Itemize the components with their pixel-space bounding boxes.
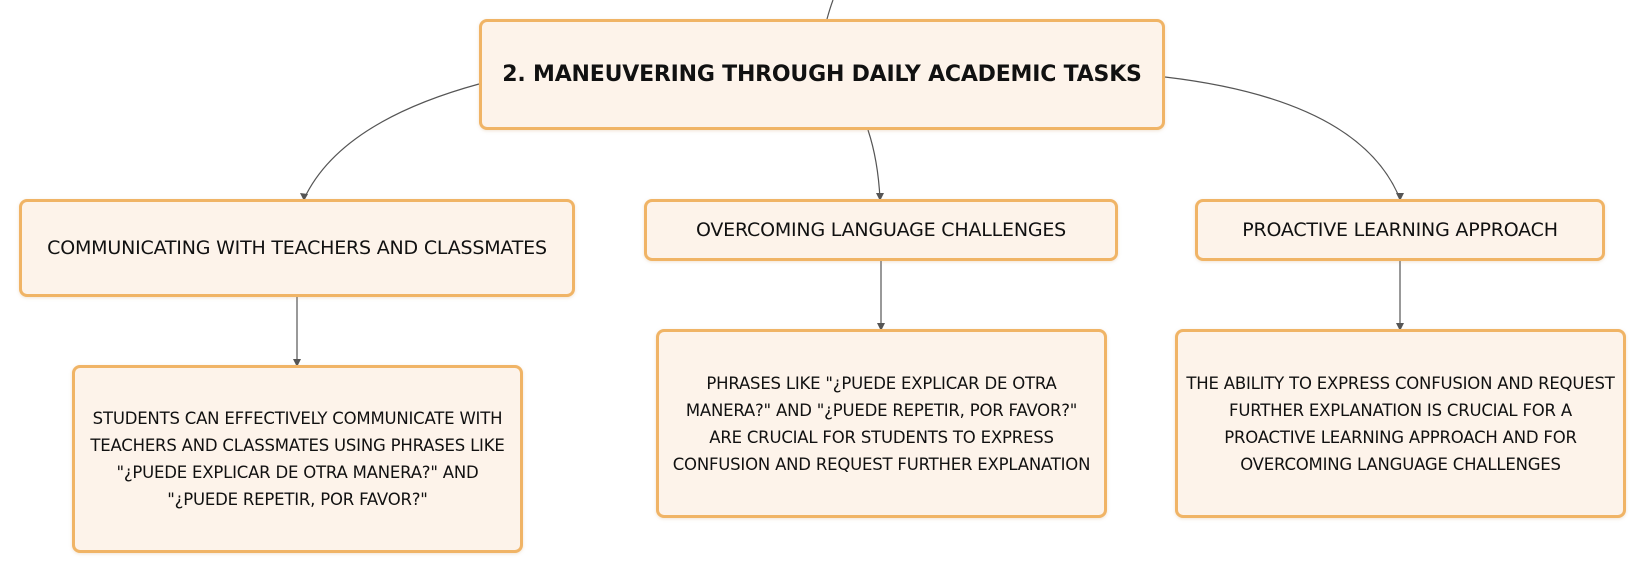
edge-root-to-overcoming xyxy=(868,130,880,199)
branch-node-label: COMMUNICATING WITH TEACHERS AND CLASSMATES xyxy=(47,237,547,259)
branch-node-communicating[interactable] xyxy=(19,199,575,297)
detail-node-text: STUDENTS CAN EFFECTIVELY COMMUNICATE WITH TEACHERS AND CLASSMATES USING PHRASES LIKE "¿PUEDE EXPLICAR DE OTRA MANERA?" AND "¿PUEDE REPETIR, POR FAVOR?" xyxy=(90,409,505,509)
root-node[interactable] xyxy=(479,19,1165,130)
branch-node-overcoming[interactable] xyxy=(644,199,1118,261)
branch-node-label: OVERCOMING LANGUAGE CHALLENGES xyxy=(695,219,1067,241)
edge-root-to-proactive xyxy=(1165,77,1400,199)
branch-node-label: PROACTIVE LEARNING APPROACH xyxy=(1242,219,1558,241)
detail-node-proactive[interactable] xyxy=(1175,329,1626,518)
detail-node-overcoming[interactable] xyxy=(656,329,1107,518)
edge-root-to-communicating xyxy=(304,84,479,199)
branch-node-proactive[interactable] xyxy=(1195,199,1605,261)
detail-node-text: THE ABILITY TO EXPRESS CONFUSION AND REQUEST FURTHER EXPLANATION IS CRUCIAL FOR A PROACTIVE LEARNING APPROACH AND FOR OVERCOMING LANGUAGE CHALLENGES xyxy=(1186,373,1615,474)
root-node-label: 2. MANEUVERING THROUGH DAILY ACADEMIC TASKS xyxy=(502,62,1142,87)
edge-incoming-root xyxy=(827,0,833,19)
detail-node-text: PHRASES LIKE "¿PUEDE EXPLICAR DE OTRA MANERA?" AND "¿PUEDE REPETIR, POR FAVOR?" ARE CRUCIAL FOR STUDENTS TO EXPRESS CONFUSION AND REQUEST FURTHER EXPLANATION xyxy=(672,373,1091,474)
detail-node-communicating[interactable] xyxy=(72,365,523,553)
